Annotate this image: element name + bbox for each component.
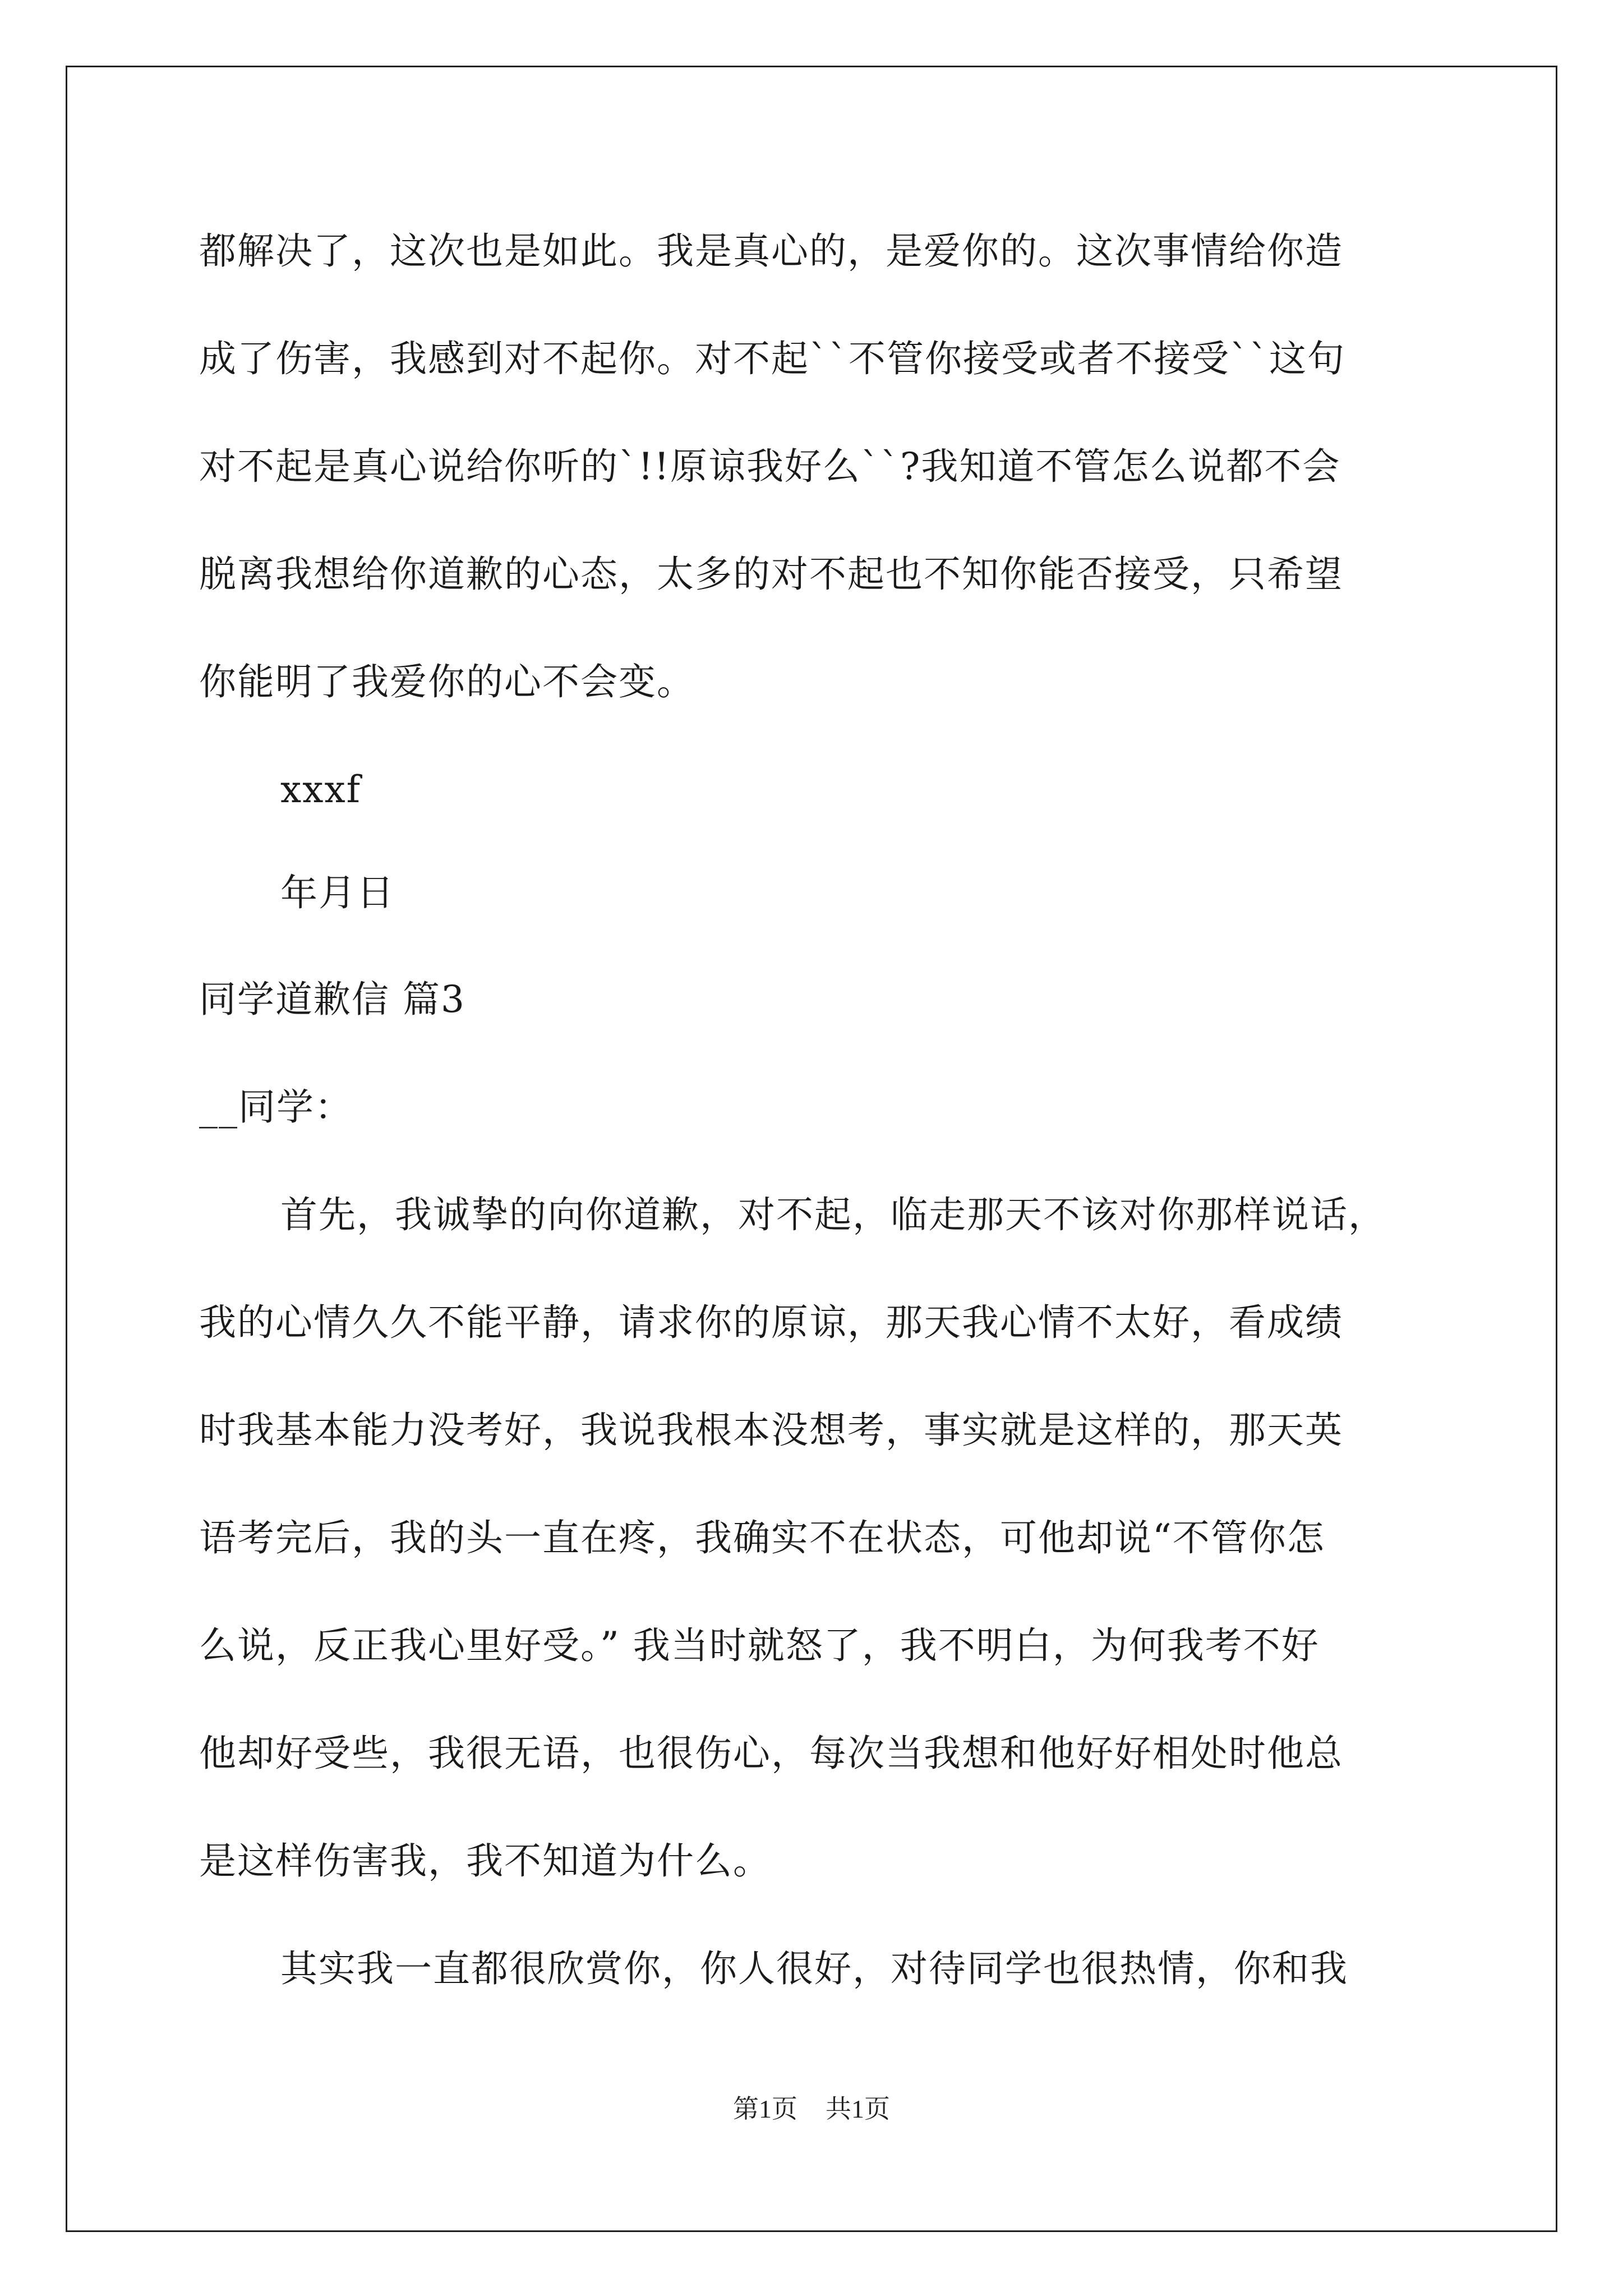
body-line-13: 其实我一直都很欣赏你，你人很好，对待同学也很热情，你和我 <box>280 1947 1348 1990</box>
body-line-5: 你能明了我爱你的心不会变。 <box>199 660 695 703</box>
page-frame <box>66 66 1557 2232</box>
body-line-9: 语考完后，我的头一直在疼，我确实不在状态，可他却说“不管你怎 <box>199 1516 1325 1559</box>
page-footer <box>0 2092 1623 2126</box>
signature: xxxf <box>280 768 362 811</box>
body-line-2: 成了伤害，我感到对不起你。对不起``不管你接受或者不接受``这句 <box>199 337 1345 380</box>
page-number-total: 共1页 <box>826 2095 890 2123</box>
body-line-12: 是这样伤害我，我不知道为什么。 <box>199 1839 771 1883</box>
page-number-current: 第1页 <box>733 2095 797 2123</box>
body-line-8: 时我基本能力没考好，我说我根本没想考，事实就是这样的，那天英 <box>199 1409 1343 1452</box>
date-line: 年月日 <box>280 871 395 914</box>
body-line-10: 么说，反正我心里好受。” 我当时就怒了，我不明白，为何我考不好 <box>199 1624 1320 1667</box>
body-line-3: 对不起是真心说给你听的`!!原谅我好么``?我知道不管怎么说都不会 <box>199 445 1341 488</box>
body-line-6: 首先，我诚挚的向你道歉，对不起，临走那天不该对你那样说话， <box>280 1193 1386 1236</box>
body-line-1: 都解决了，这次也是如此。我是真心的，是爱你的。这次事情给你造 <box>199 229 1343 273</box>
salutation: __同学： <box>199 1085 353 1129</box>
section-heading: 同学道歉信 篇3 <box>199 978 465 1021</box>
body-line-7: 我的心情久久不能平静，请求你的原谅，那天我心情不太好，看成绩 <box>199 1301 1343 1344</box>
body-line-4: 脱离我想给你道歉的心态，太多的对不起也不知你能否接受，只希望 <box>199 553 1343 596</box>
body-line-11: 他却好受些，我很无语，也很伤心，每次当我想和他好好相处时他总 <box>199 1732 1343 1775</box>
